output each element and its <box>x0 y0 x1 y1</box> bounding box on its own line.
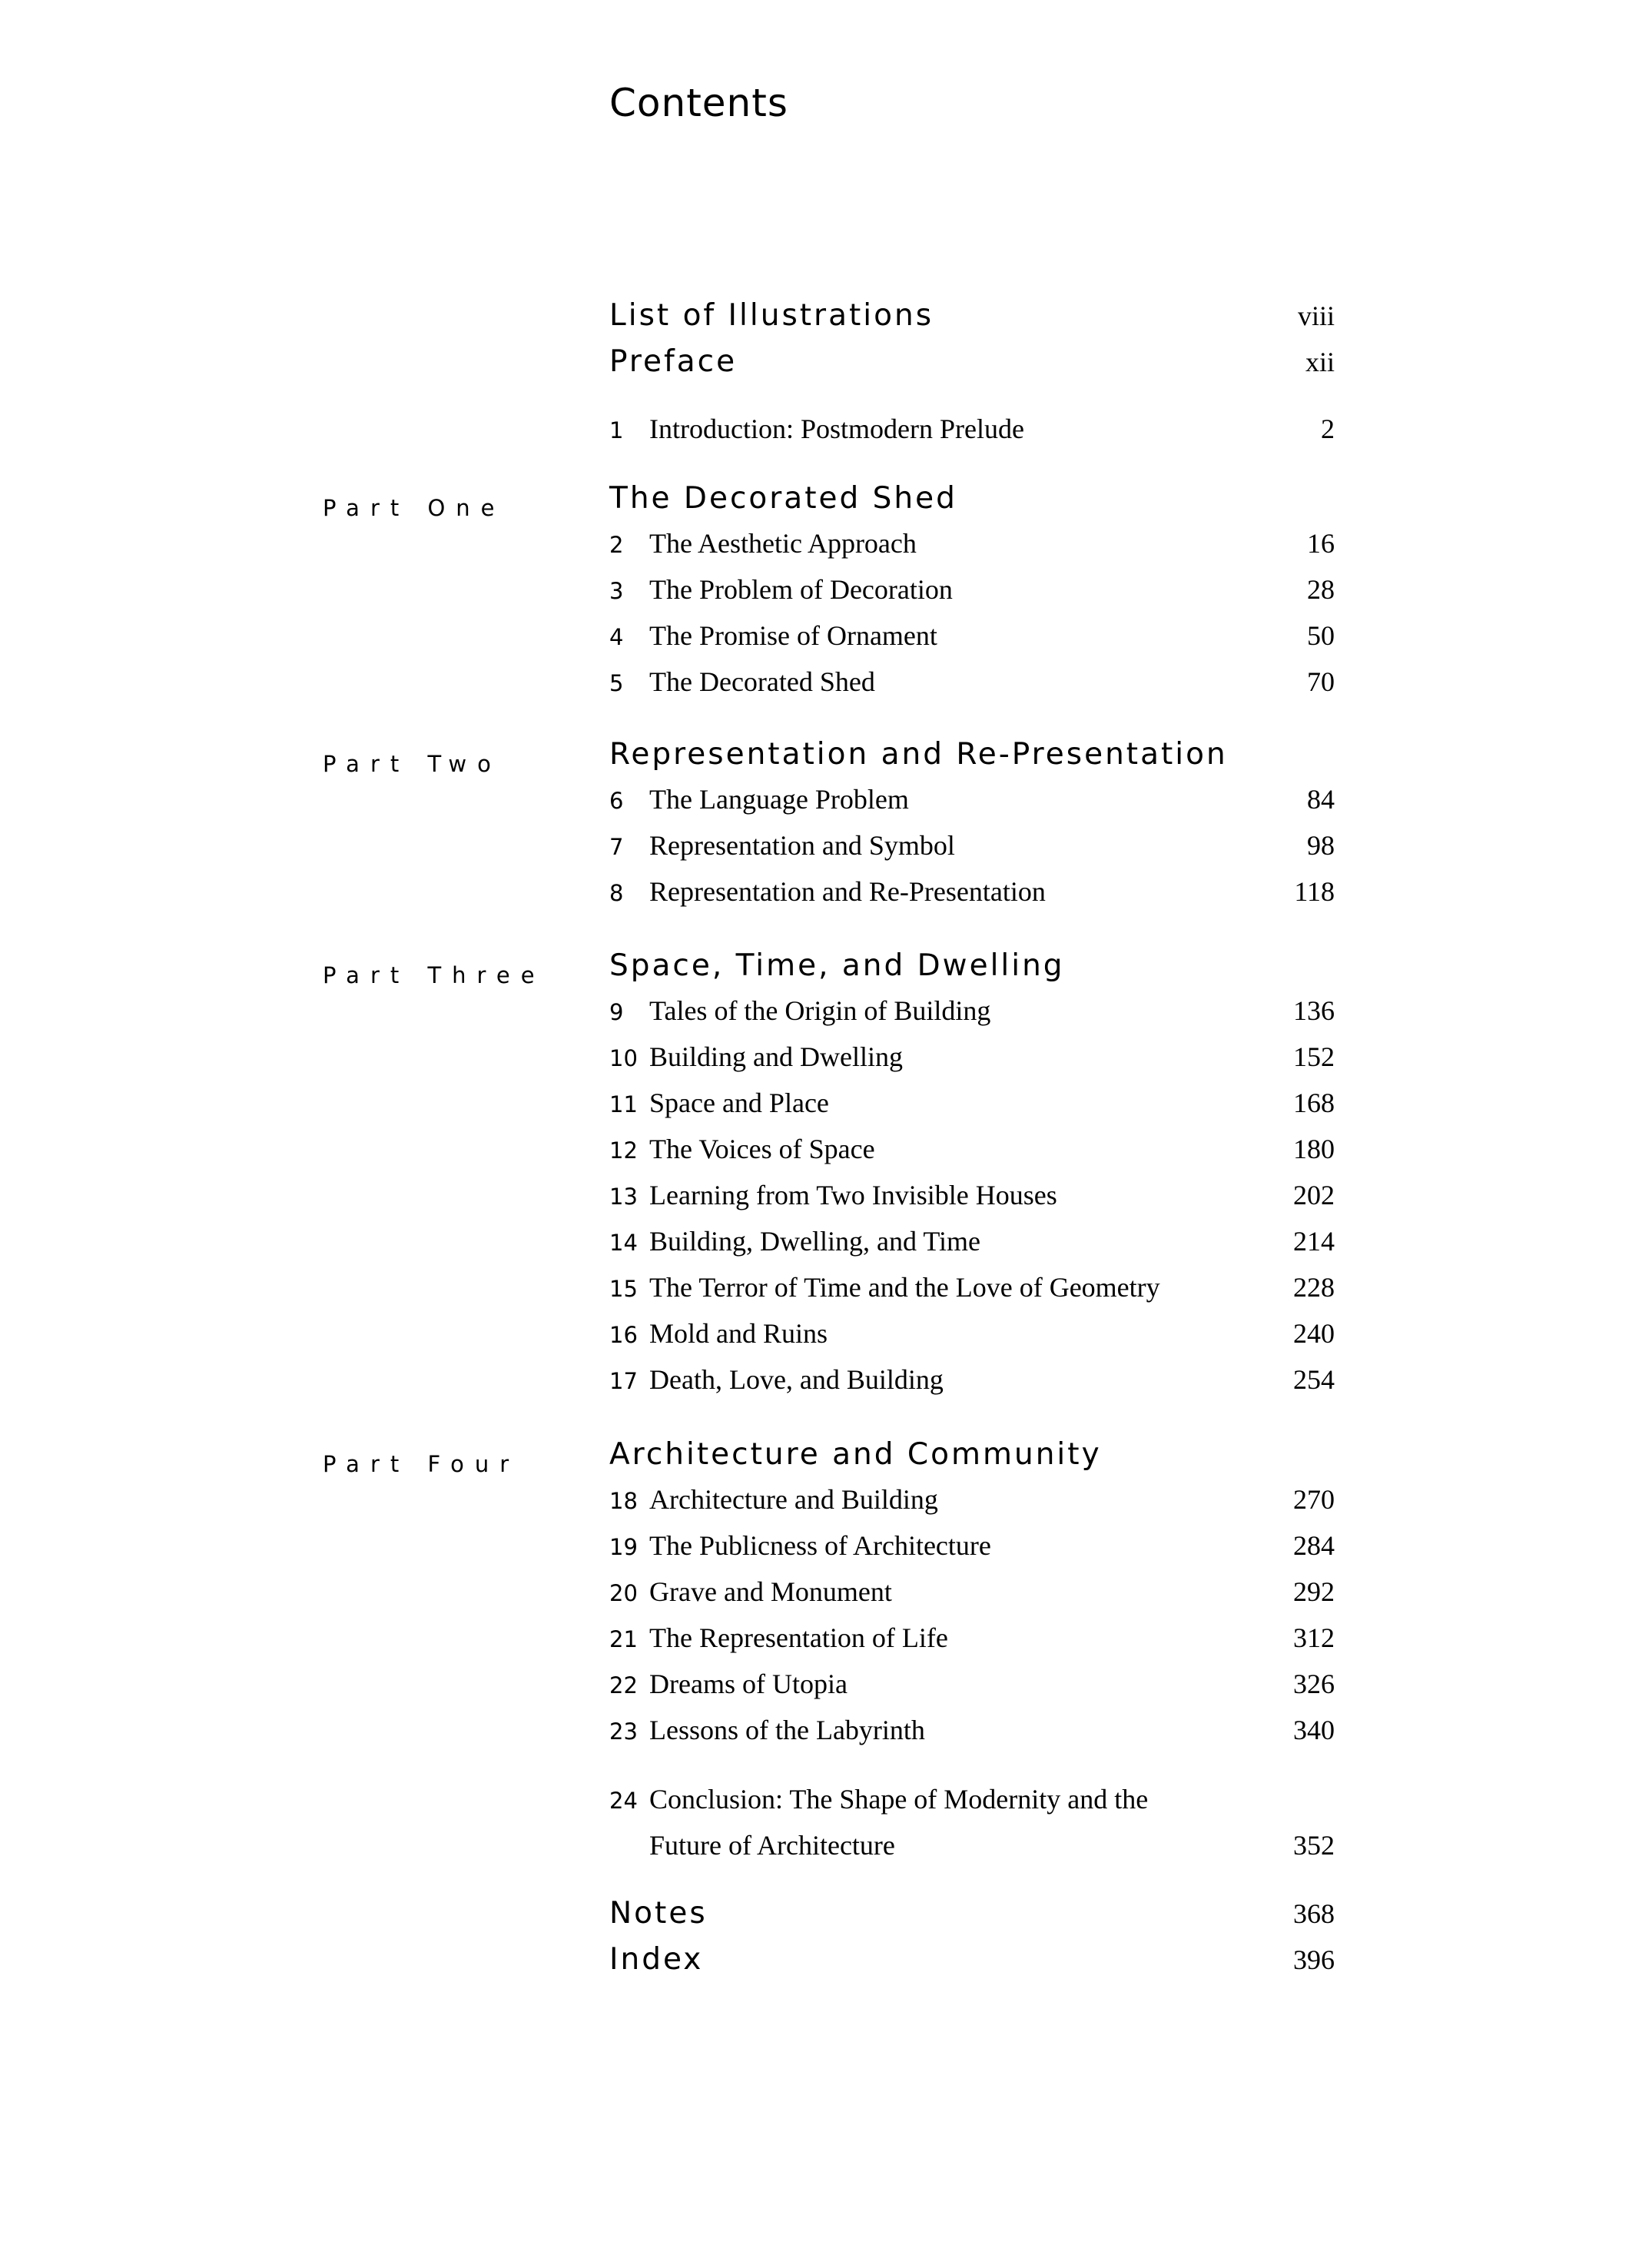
chapter-number: 10 <box>609 1045 638 1071</box>
chapter-title: The Decorated Shed <box>649 666 875 697</box>
chapter-number: 21 <box>609 1626 638 1652</box>
chapter-page: 312 <box>1293 1622 1335 1653</box>
part-two-label: Part Two <box>323 751 502 777</box>
chapter-title: Dreams of Utopia <box>649 1669 848 1699</box>
toc-chapter-5[interactable] <box>609 666 1335 712</box>
chapter-number: 20 <box>609 1580 638 1606</box>
toc-chapter-14[interactable] <box>609 1225 1335 1271</box>
chapter-page: 202 <box>1293 1180 1335 1210</box>
toc-chapter-8[interactable] <box>609 875 1335 921</box>
part-title: The Decorated Shed <box>609 481 957 516</box>
chapter-number: 11 <box>609 1091 638 1117</box>
part-title: Space, Time, and Dwelling <box>609 948 1065 983</box>
chapter-title: The Voices of Space <box>649 1134 875 1164</box>
chapter-title-line-1: Conclusion: The Shape of Modernity and the <box>649 1784 1149 1815</box>
toc-entry-notes[interactable] <box>609 1896 1335 1942</box>
chapter-number: 9 <box>609 999 624 1025</box>
toc-chapter-22[interactable] <box>609 1668 1335 1714</box>
chapter-title: Building, Dwelling, and Time <box>649 1226 981 1257</box>
part-one-title[interactable] <box>609 481 1335 527</box>
chapter-page: 228 <box>1293 1272 1335 1303</box>
chapter-number: 2 <box>609 532 624 558</box>
toc-chapter-13[interactable] <box>609 1179 1335 1225</box>
chapter-number: 1 <box>609 417 624 443</box>
chapter-title: The Publicness of Architecture <box>649 1530 991 1561</box>
chapter-title: Representation and Symbol <box>649 830 955 861</box>
chapter-page: 254 <box>1293 1364 1335 1395</box>
chapter-page: 28 <box>1307 574 1335 605</box>
chapter-page: 70 <box>1307 666 1335 697</box>
chapter-title: Grave and Monument <box>649 1576 892 1607</box>
chapter-title: The Representation of Life <box>649 1622 948 1653</box>
chapter-page: 292 <box>1293 1576 1335 1607</box>
chapter-page: 118 <box>1294 876 1335 907</box>
chapter-number: 22 <box>609 1672 638 1698</box>
chapter-page: 50 <box>1307 620 1335 651</box>
toc-chapter-9[interactable] <box>609 994 1335 1041</box>
toc-chapter-24[interactable] <box>609 1783 1335 1829</box>
chapter-page: 168 <box>1293 1087 1335 1118</box>
toc-chapter-23[interactable] <box>609 1714 1335 1760</box>
chapter-title: Learning from Two Invisible Houses <box>649 1180 1057 1210</box>
chapter-number: 18 <box>609 1488 638 1514</box>
toc-entry-preface[interactable] <box>609 344 1335 390</box>
chapter-title: Lessons of the Labyrinth <box>649 1715 925 1745</box>
chapter-page: 16 <box>1307 528 1335 559</box>
toc-chapter-6[interactable] <box>609 783 1335 829</box>
entry-label: List of Illustrations <box>609 298 934 333</box>
toc-chapter-10[interactable] <box>609 1041 1335 1087</box>
chapter-number: 16 <box>609 1322 638 1348</box>
part-three-title[interactable] <box>609 948 1335 994</box>
chapter-number: 24 <box>609 1788 638 1814</box>
toc-chapter-16[interactable] <box>609 1317 1335 1363</box>
toc-chapter-12[interactable] <box>609 1133 1335 1179</box>
chapter-number: 8 <box>609 880 624 906</box>
chapter-title: The Language Problem <box>649 784 909 815</box>
part-one-label: Part One <box>323 495 506 521</box>
chapter-page: 2 <box>1321 413 1335 444</box>
chapter-number: 13 <box>609 1184 638 1210</box>
toc-chapter-17[interactable] <box>609 1363 1335 1410</box>
part-title: Architecture and Community <box>609 1437 1102 1472</box>
entry-label: Index <box>609 1942 704 1977</box>
chapter-number: 3 <box>609 578 624 604</box>
chapter-number: 5 <box>609 670 624 696</box>
chapter-number: 15 <box>609 1276 638 1302</box>
toc-chapter-3[interactable] <box>609 573 1335 619</box>
chapter-page: 326 <box>1293 1669 1335 1699</box>
part-three-label: Part Three <box>323 962 546 988</box>
entry-page: viii <box>1297 301 1335 331</box>
chapter-page: 284 <box>1293 1530 1335 1561</box>
toc-chapter-24-continued[interactable] <box>609 1829 1335 1875</box>
chapter-number: 23 <box>609 1718 638 1745</box>
part-four-label: Part Four <box>323 1451 520 1477</box>
chapter-title: Space and Place <box>649 1087 829 1118</box>
entry-label: Preface <box>609 344 738 379</box>
chapter-page: 240 <box>1293 1318 1335 1349</box>
toc-chapter-1[interactable] <box>609 413 1335 459</box>
chapter-number: 12 <box>609 1137 638 1164</box>
chapter-page: 84 <box>1307 784 1335 815</box>
chapter-number: 7 <box>609 834 624 860</box>
chapter-number: 4 <box>609 624 624 650</box>
toc-chapter-7[interactable] <box>609 829 1335 875</box>
chapter-title: The Terror of Time and the Love of Geometry <box>649 1272 1160 1303</box>
chapter-title: Death, Love, and Building <box>649 1364 944 1395</box>
toc-chapter-21[interactable] <box>609 1622 1335 1668</box>
chapter-number: 17 <box>609 1368 638 1394</box>
chapter-page: 270 <box>1293 1484 1335 1515</box>
part-four-title[interactable] <box>609 1437 1335 1483</box>
chapter-title: The Promise of Ornament <box>649 620 937 651</box>
chapter-title: Mold and Ruins <box>649 1318 828 1349</box>
chapter-title: The Problem of Decoration <box>649 574 953 605</box>
chapter-title: Tales of the Origin of Building <box>649 995 991 1026</box>
chapter-number: 14 <box>609 1230 638 1256</box>
chapter-number: 19 <box>609 1534 638 1560</box>
toc-chapter-2[interactable] <box>609 527 1335 573</box>
chapter-number: 6 <box>609 788 624 814</box>
chapter-page: 98 <box>1307 830 1335 861</box>
chapter-page: 136 <box>1293 995 1335 1026</box>
entry-page: 368 <box>1293 1898 1335 1929</box>
chapter-page: 180 <box>1293 1134 1335 1164</box>
toc-chapter-15[interactable] <box>609 1271 1335 1317</box>
chapter-page: 352 <box>1293 1830 1335 1861</box>
chapter-page: 152 <box>1293 1041 1335 1072</box>
entry-label: Notes <box>609 1896 708 1931</box>
toc-chapter-4[interactable] <box>609 619 1335 666</box>
part-two-title[interactable] <box>609 737 1335 783</box>
entry-page: xii <box>1305 347 1335 377</box>
toc-chapter-19[interactable] <box>609 1529 1335 1576</box>
part-title: Representation and Re-Presentation <box>609 737 1228 772</box>
toc-entry-index[interactable] <box>609 1942 1335 1988</box>
chapter-title: Building and Dwelling <box>649 1041 903 1072</box>
entry-page: 396 <box>1293 1944 1335 1975</box>
page-title: Contents <box>609 81 788 125</box>
toc-chapter-18[interactable] <box>609 1483 1335 1529</box>
chapter-title: Introduction: Postmodern Prelude <box>649 413 1024 444</box>
chapter-title: The Aesthetic Approach <box>649 528 917 559</box>
toc-entry-list-of-illustrations[interactable] <box>609 298 1335 344</box>
chapter-page: 340 <box>1293 1715 1335 1745</box>
chapter-title-line-2: Future of Architecture <box>649 1830 895 1861</box>
chapter-title: Architecture and Building <box>649 1484 938 1515</box>
toc-chapter-11[interactable] <box>609 1087 1335 1133</box>
chapter-page: 214 <box>1293 1226 1335 1257</box>
chapter-title: Representation and Re-Presentation <box>649 876 1046 907</box>
toc-chapter-20[interactable] <box>609 1576 1335 1622</box>
